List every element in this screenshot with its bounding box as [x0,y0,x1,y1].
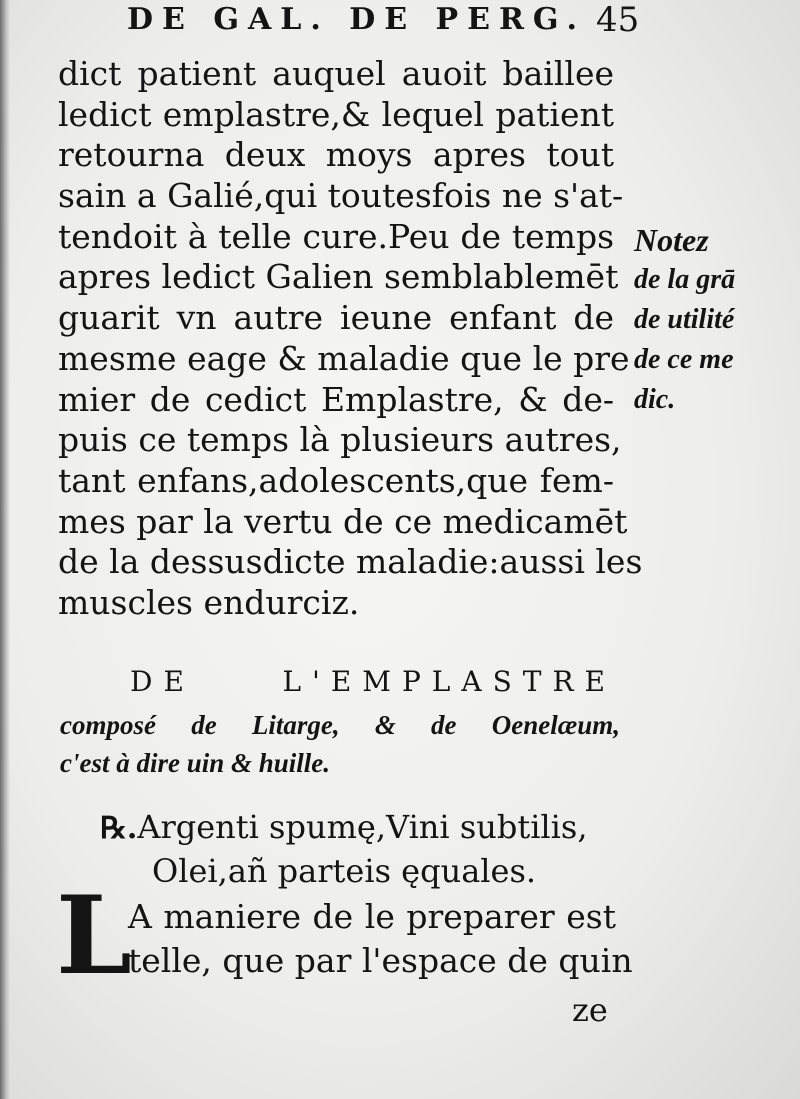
text-line: A maniere de le preparer est [128,897,616,936]
margin-note-line: de ce me [634,344,734,375]
recipe-block [100,805,620,893]
catchword: ze [572,991,608,1029]
margin-note-line: dic. [634,384,676,415]
main-text-block [58,54,643,624]
text-line: mesme eage & maladie que le pre [58,338,630,378]
recipe-line: Olei,añ parteis ęquales. [152,852,537,890]
drop-cap: L [56,873,132,999]
subheading-line: c'est à dire uin & huille. [60,748,331,778]
margin-note-line: de utilité [634,304,735,335]
section-subheading [60,706,620,782]
subheading-line: composé de Litarge, & de Oenelæum, [60,710,620,740]
text-line: mes par la vertu de ce medicamēt [58,501,628,541]
recipe-line [100,805,620,849]
recipe-ingredients: Argenti spumę,Vini subtilis, [137,808,588,846]
text-line: guarit vn autre ieune enfant de [58,298,614,338]
text-line: apres ledict Galien semblablemēt [58,257,619,297]
paragraph [128,895,633,983]
margin-note-line: de la grā [634,264,736,295]
text-line: muscles endurciz. [58,582,360,622]
text-line: puis ce temps là plusieurs autres, [58,420,622,460]
text-line: tendoit à telle cure.Peu de temps [58,216,614,256]
text-line: retourna deux moys apres tout [58,135,614,175]
margin-note [634,220,800,420]
text-line: mier de cedict Emplastre, & de- [58,379,614,419]
text-line: tant enfans,adolescents,que fem- [58,460,614,500]
margin-note-line: Notez [634,222,709,258]
text-line: telle, que par l'espace de quin [128,941,633,980]
text-line: de la dessusdicte maladie:aussi les [58,542,643,582]
text-line: sain a Galié,qui toutesfois ne s'at- [58,176,624,216]
page-gutter-shadow [0,0,10,1099]
text-line: ledict emplastre,& lequel patient [58,94,614,134]
running-title: DE GAL. DE PERG. [127,2,586,37]
section-heading: DE L'EMPLASTRE [130,665,616,698]
recipe-symbol: ℞. [100,811,138,846]
text-line: dict patient auquel auoit baillee [58,54,614,93]
page-number: 45 [596,0,640,40]
